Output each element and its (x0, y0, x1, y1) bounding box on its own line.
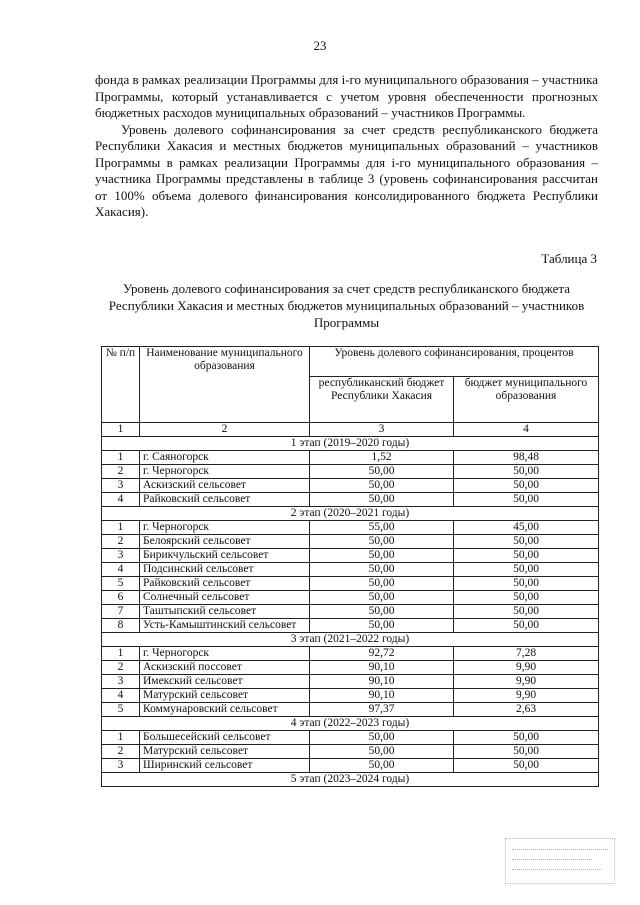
table-row (102, 703, 599, 717)
page-number: 23 (313, 38, 327, 53)
row-number: 5 (102, 577, 140, 591)
stage-header (102, 437, 599, 451)
rep-budget-value: 50,00 (310, 465, 454, 479)
header-level: Уровень долевого софинансирования, процентов (310, 347, 599, 377)
stage-header (102, 633, 599, 647)
header-num: № п/п (102, 347, 140, 423)
table-row (102, 745, 599, 759)
rep-budget-value: 90,10 (310, 661, 454, 675)
municipality-name: Подсинский сельсовет (140, 563, 310, 577)
rep-budget-value: 50,00 (310, 577, 454, 591)
municipality-name: Матурский сельсовет (140, 689, 310, 703)
row-number: 2 (102, 661, 140, 675)
body-text (95, 72, 598, 221)
row-number: 6 (102, 591, 140, 605)
municipality-name: Большесейский сельсовет (140, 731, 310, 745)
municipality-name: Коммунаровский сельсовет (140, 703, 310, 717)
mun-budget-value: 45,00 (454, 521, 599, 535)
table-row (102, 535, 599, 549)
stage-header (102, 773, 599, 787)
table-row (102, 619, 599, 633)
municipality-name: Райковский сельсовет (140, 493, 310, 507)
stage-header (102, 507, 599, 521)
stage-title: 3 этап (2021–2022 годы) (102, 633, 599, 647)
table-row (102, 493, 599, 507)
rep-budget-value: 1,52 (310, 451, 454, 465)
table-row (102, 521, 599, 535)
rep-budget-value: 90,10 (310, 689, 454, 703)
header-name: Наименование муниципального образования (140, 347, 310, 423)
paragraph-2: Уровень долевого софинансирования за счет средств республиканского бюджета Республики Хакасия и местных бюджетов муниципальных образований – участников Программы в рамках реализации Программы для i-го муниципального образования – участника Программы представлены в таблице 3 (уровень софинансирования рассчитан от 100% объема долевого финансирования консолидированного бюджета Республики Хакасия). (95, 121, 598, 219)
rep-budget-value: 50,00 (310, 493, 454, 507)
row-number: 1 (102, 647, 140, 661)
col-number: 4 (454, 423, 599, 437)
municipality-name: Матурский сельсовет (140, 745, 310, 759)
cofinancing-table (101, 346, 599, 787)
row-number: 3 (102, 479, 140, 493)
municipality-name: Аскизский сельсовет (140, 479, 310, 493)
row-number: 3 (102, 675, 140, 689)
row-number: 1 (102, 731, 140, 745)
mun-budget-value: 50,00 (454, 479, 599, 493)
row-number: 4 (102, 493, 140, 507)
mun-budget-value: 50,00 (454, 731, 599, 745)
mun-budget-value: 50,00 (454, 577, 599, 591)
municipality-name: Бирикчульский сельсовет (140, 549, 310, 563)
municipality-name: г. Саяногорск (140, 451, 310, 465)
rep-budget-value: 50,00 (310, 535, 454, 549)
mun-budget-value: 50,00 (454, 465, 599, 479)
stage-header (102, 717, 599, 731)
mun-budget-value: 9,90 (454, 675, 599, 689)
row-number: 3 (102, 759, 140, 773)
mun-budget-value: 7,28 (454, 647, 599, 661)
municipality-name: Белоярский сельсовет (140, 535, 310, 549)
table-row (102, 647, 599, 661)
col-number: 2 (140, 423, 310, 437)
mun-budget-value: 50,00 (454, 549, 599, 563)
mun-budget-value: 98,48 (454, 451, 599, 465)
municipality-name: г. Черногорск (140, 521, 310, 535)
row-number: 2 (102, 465, 140, 479)
municipality-name: Имекский сельсовет (140, 675, 310, 689)
rep-budget-value: 50,00 (310, 731, 454, 745)
col-number: 3 (310, 423, 454, 437)
row-number: 8 (102, 619, 140, 633)
rep-budget-value: 50,00 (310, 479, 454, 493)
mun-budget-value: 9,90 (454, 661, 599, 675)
stage-title: 5 этап (2023–2024 годы) (102, 773, 599, 787)
row-number: 5 (102, 703, 140, 717)
rep-budget-value: 50,00 (310, 745, 454, 759)
rep-budget-value: 50,00 (310, 605, 454, 619)
table-row (102, 731, 599, 745)
table-row (102, 591, 599, 605)
table-row (102, 465, 599, 479)
table-row (102, 675, 599, 689)
mun-budget-value: 50,00 (454, 605, 599, 619)
table-row (102, 759, 599, 773)
rep-budget-value: 92,72 (310, 647, 454, 661)
mun-budget-value: 50,00 (454, 591, 599, 605)
municipality-name: Аскизский поссовет (140, 661, 310, 675)
municipality-name: Солнечный сельсовет (140, 591, 310, 605)
rep-budget-value: 50,00 (310, 759, 454, 773)
mun-budget-value: 50,00 (454, 535, 599, 549)
row-number: 4 (102, 689, 140, 703)
stage-title: 4 этап (2022–2023 годы) (102, 717, 599, 731)
registration-stamp (505, 838, 615, 884)
mun-budget-value: 50,00 (454, 619, 599, 633)
table-row (102, 689, 599, 703)
table-title: Уровень долевого софинансирования за счет средств республиканского бюджета Республики Хакасия и местных бюджетов муниципальных образований – участников Программы (108, 281, 585, 330)
col-number: 1 (102, 423, 140, 437)
header-rep: республиканский бюджет Республики Хакасия (310, 377, 454, 423)
rep-budget-value: 50,00 (310, 549, 454, 563)
municipality-name: г. Черногорск (140, 647, 310, 661)
mun-budget-value: 50,00 (454, 493, 599, 507)
stage-title: 1 этап (2019–2020 годы) (102, 437, 599, 451)
header-mun: бюджет муниципального образования (454, 377, 599, 423)
mun-budget-value: 9,90 (454, 689, 599, 703)
mun-budget-value: 50,00 (454, 759, 599, 773)
table-row (102, 479, 599, 493)
municipality-name: г. Черногорск (140, 465, 310, 479)
column-number-row (102, 423, 599, 437)
table-row (102, 563, 599, 577)
row-number: 2 (102, 535, 140, 549)
row-number: 2 (102, 745, 140, 759)
table-label: Таблица 3 (541, 251, 597, 266)
rep-budget-value: 50,00 (310, 563, 454, 577)
row-number: 3 (102, 549, 140, 563)
row-number: 1 (102, 451, 140, 465)
mun-budget-value: 50,00 (454, 563, 599, 577)
table-row (102, 577, 599, 591)
mun-budget-value: 50,00 (454, 745, 599, 759)
table-row (102, 605, 599, 619)
rep-budget-value: 50,00 (310, 591, 454, 605)
row-number: 7 (102, 605, 140, 619)
municipality-name: Таштыпский сельсовет (140, 605, 310, 619)
mun-budget-value: 2,63 (454, 703, 599, 717)
rep-budget-value: 55,00 (310, 521, 454, 535)
rep-budget-value: 90,10 (310, 675, 454, 689)
table-row (102, 451, 599, 465)
municipality-name: Ширинский сельсовет (140, 759, 310, 773)
header-row (102, 347, 599, 377)
row-number: 1 (102, 521, 140, 535)
rep-budget-value: 97,37 (310, 703, 454, 717)
municipality-name: Райковский сельсовет (140, 577, 310, 591)
stage-title: 2 этап (2020–2021 годы) (102, 507, 599, 521)
rep-budget-value: 50,00 (310, 619, 454, 633)
municipality-name: Усть-Камыштинский сельсовет (140, 619, 310, 633)
table-row (102, 661, 599, 675)
table-row (102, 549, 599, 563)
row-number: 4 (102, 563, 140, 577)
paragraph-1: фонда в рамках реализации Программы для i-го муниципального образования – участника Программы, который устанавливается с учетом уровня обеспеченности прогнозных бюджетных расходов муниципальных образований – участников Программы. (95, 72, 598, 120)
